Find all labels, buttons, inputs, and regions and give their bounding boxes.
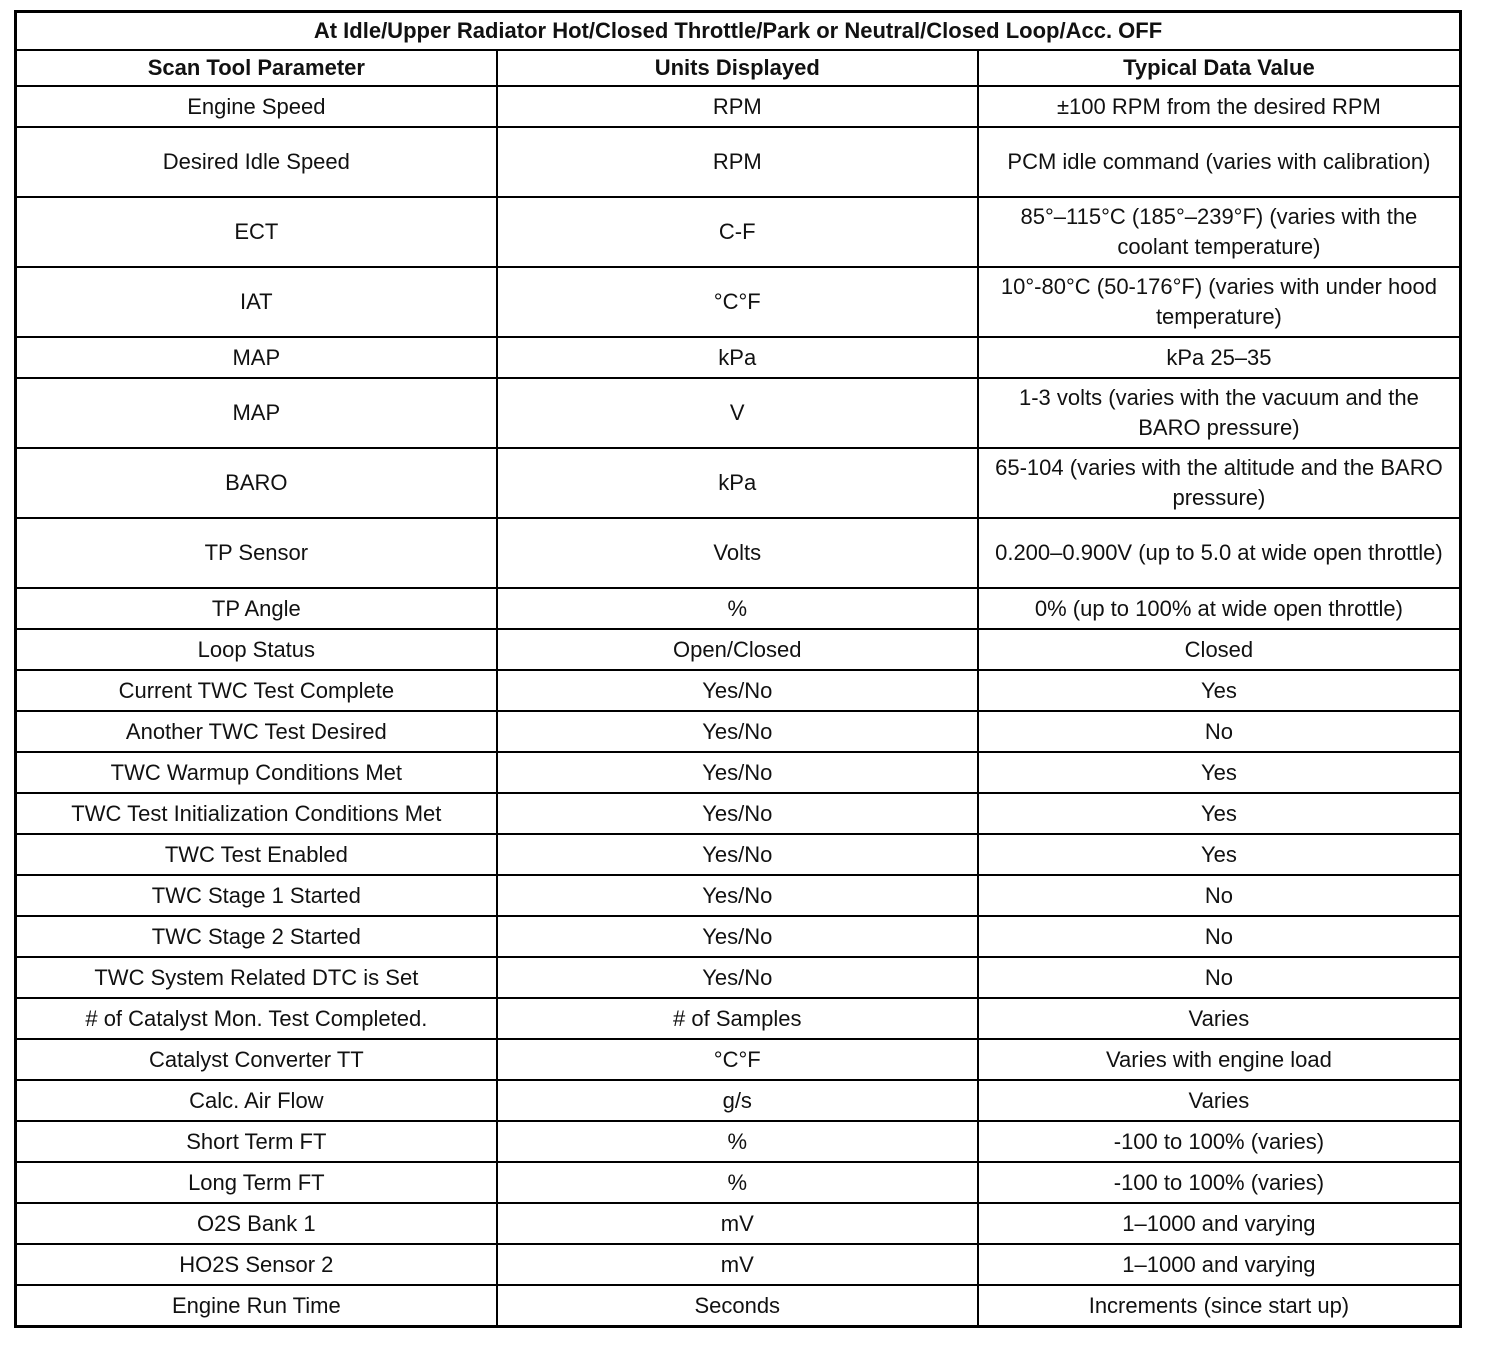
value-cell: Yes xyxy=(978,793,1461,834)
value-cell: 10°-80°C (50-176°F) (varies with under hood temperature) xyxy=(978,267,1461,337)
table-row xyxy=(16,1162,1461,1203)
column-header-parameter: Scan Tool Parameter xyxy=(16,50,497,86)
table-row xyxy=(16,998,1461,1039)
parameter-cell: Long Term FT xyxy=(16,1162,497,1203)
units-cell: Volts xyxy=(497,518,978,588)
value-cell: 85°–115°C (185°–239°F) (varies with the coolant temperature) xyxy=(978,197,1461,267)
column-header-row xyxy=(16,50,1461,86)
parameter-cell: TWC Warmup Conditions Met xyxy=(16,752,497,793)
column-header-value: Typical Data Value xyxy=(978,50,1461,86)
table-row xyxy=(16,86,1461,127)
table-body xyxy=(16,86,1461,1327)
table-row xyxy=(16,448,1461,518)
value-cell: 1–1000 and varying xyxy=(978,1203,1461,1244)
parameter-cell: TWC Test Initialization Conditions Met xyxy=(16,793,497,834)
units-cell: RPM xyxy=(497,127,978,197)
value-cell: Closed xyxy=(978,629,1461,670)
value-cell: No xyxy=(978,711,1461,752)
units-cell: Yes/No xyxy=(497,875,978,916)
units-cell: Yes/No xyxy=(497,793,978,834)
value-cell: kPa 25–35 xyxy=(978,337,1461,378)
units-cell: Yes/No xyxy=(497,916,978,957)
table-row xyxy=(16,378,1461,448)
table-row xyxy=(16,518,1461,588)
parameter-cell: MAP xyxy=(16,337,497,378)
parameter-cell: IAT xyxy=(16,267,497,337)
value-cell: 65-104 (varies with the altitude and the BARO pressure) xyxy=(978,448,1461,518)
parameter-cell: Another TWC Test Desired xyxy=(16,711,497,752)
units-cell: V xyxy=(497,378,978,448)
parameter-cell: TP Sensor xyxy=(16,518,497,588)
value-cell: Yes xyxy=(978,670,1461,711)
units-cell: kPa xyxy=(497,448,978,518)
value-cell: 1–1000 and varying xyxy=(978,1244,1461,1285)
table-row xyxy=(16,875,1461,916)
value-cell: Varies with engine load xyxy=(978,1039,1461,1080)
units-cell: g/s xyxy=(497,1080,978,1121)
table-row xyxy=(16,588,1461,629)
parameter-cell: TWC System Related DTC is Set xyxy=(16,957,497,998)
table-row xyxy=(16,197,1461,267)
units-cell: # of Samples xyxy=(497,998,978,1039)
parameter-cell: MAP xyxy=(16,378,497,448)
units-cell: Yes/No xyxy=(497,834,978,875)
table-row xyxy=(16,916,1461,957)
parameter-cell: HO2S Sensor 2 xyxy=(16,1244,497,1285)
value-cell: 0% (up to 100% at wide open throttle) xyxy=(978,588,1461,629)
value-cell: PCM idle command (varies with calibration) xyxy=(978,127,1461,197)
parameter-cell: Loop Status xyxy=(16,629,497,670)
column-header-units: Units Displayed xyxy=(497,50,978,86)
units-cell: C-F xyxy=(497,197,978,267)
table-title-row xyxy=(16,12,1461,51)
value-cell: -100 to 100% (varies) xyxy=(978,1162,1461,1203)
parameter-cell: BARO xyxy=(16,448,497,518)
units-cell: Yes/No xyxy=(497,752,978,793)
units-cell: Open/Closed xyxy=(497,629,978,670)
table-row xyxy=(16,267,1461,337)
units-cell: % xyxy=(497,1162,978,1203)
parameter-cell: Current TWC Test Complete xyxy=(16,670,497,711)
table-row xyxy=(16,1080,1461,1121)
table-row xyxy=(16,711,1461,752)
parameter-cell: O2S Bank 1 xyxy=(16,1203,497,1244)
units-cell: °C°F xyxy=(497,1039,978,1080)
value-cell: 1-3 volts (varies with the vacuum and the BARO pressure) xyxy=(978,378,1461,448)
table-row xyxy=(16,1285,1461,1327)
table-row xyxy=(16,127,1461,197)
parameter-cell: Catalyst Converter TT xyxy=(16,1039,497,1080)
table-row xyxy=(16,752,1461,793)
parameter-cell: TP Angle xyxy=(16,588,497,629)
units-cell: Yes/No xyxy=(497,670,978,711)
parameter-cell: Engine Run Time xyxy=(16,1285,497,1327)
value-cell: Varies xyxy=(978,1080,1461,1121)
units-cell: Seconds xyxy=(497,1285,978,1327)
value-cell: Yes xyxy=(978,834,1461,875)
parameter-cell: TWC Stage 1 Started xyxy=(16,875,497,916)
units-cell: kPa xyxy=(497,337,978,378)
scan-tool-data-table xyxy=(14,10,1462,1328)
table-row xyxy=(16,629,1461,670)
value-cell: Varies xyxy=(978,998,1461,1039)
table-title: At Idle/Upper Radiator Hot/Closed Throttle/Park or Neutral/Closed Loop/Acc. OFF xyxy=(16,12,1461,51)
parameter-cell: Short Term FT xyxy=(16,1121,497,1162)
table-row xyxy=(16,793,1461,834)
units-cell: % xyxy=(497,1121,978,1162)
units-cell: Yes/No xyxy=(497,957,978,998)
parameter-cell: # of Catalyst Mon. Test Completed. xyxy=(16,998,497,1039)
units-cell: °C°F xyxy=(497,267,978,337)
value-cell: -100 to 100% (varies) xyxy=(978,1121,1461,1162)
table-row xyxy=(16,834,1461,875)
table-row xyxy=(16,1203,1461,1244)
parameter-cell: ECT xyxy=(16,197,497,267)
table-row xyxy=(16,1121,1461,1162)
units-cell: mV xyxy=(497,1244,978,1285)
value-cell: ±100 RPM from the desired RPM xyxy=(978,86,1461,127)
parameter-cell: Desired Idle Speed xyxy=(16,127,497,197)
value-cell: No xyxy=(978,875,1461,916)
parameter-cell: TWC Stage 2 Started xyxy=(16,916,497,957)
page xyxy=(14,10,1462,1328)
table-row xyxy=(16,670,1461,711)
value-cell: Yes xyxy=(978,752,1461,793)
value-cell: No xyxy=(978,957,1461,998)
parameter-cell: Calc. Air Flow xyxy=(16,1080,497,1121)
units-cell: % xyxy=(497,588,978,629)
parameter-cell: Engine Speed xyxy=(16,86,497,127)
table-row xyxy=(16,1244,1461,1285)
table-row xyxy=(16,337,1461,378)
units-cell: RPM xyxy=(497,86,978,127)
units-cell: mV xyxy=(497,1203,978,1244)
parameter-cell: TWC Test Enabled xyxy=(16,834,497,875)
table-row xyxy=(16,957,1461,998)
value-cell: No xyxy=(978,916,1461,957)
value-cell: 0.200–0.900V (up to 5.0 at wide open throttle) xyxy=(978,518,1461,588)
value-cell: Increments (since start up) xyxy=(978,1285,1461,1327)
units-cell: Yes/No xyxy=(497,711,978,752)
table-row xyxy=(16,1039,1461,1080)
